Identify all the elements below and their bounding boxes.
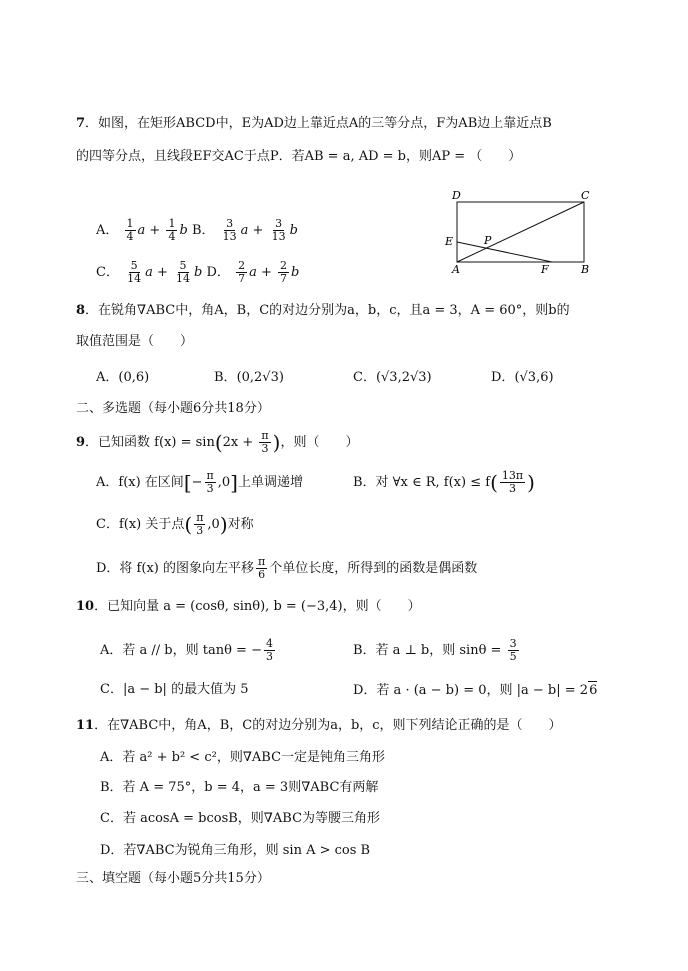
label-b: B — [581, 263, 590, 276]
q10-stem: 10．已知向量 a = (cosθ, sinθ), b = (−3,4)，则（ ） — [76, 599, 421, 614]
label-a: A — [452, 263, 460, 276]
q11-optA: A．若 a² + b² < c²，则∇ABC一定是钝角三角形 — [100, 750, 386, 765]
q9-stem: 9．已知函数 f(x) = sin(2x + $\frac{\pi}{3}$ )，则（ ） — [76, 429, 359, 455]
q8-optD: D．(√3,6) — [491, 370, 554, 385]
label-c: C — [581, 189, 590, 202]
q10-optC: C．|a − b| 的最大值为 5 — [100, 682, 249, 697]
fraction: $\frac{5}{14}$ — [127, 259, 142, 285]
rectangle-figure — [440, 188, 600, 278]
section-2-heading: 二、多选题（每小题6分共18分） — [76, 401, 270, 416]
q8-optA: A．(0,6) — [96, 370, 150, 385]
fraction: $\frac{4}{3}$ — [265, 637, 273, 663]
fraction: $\frac{3}{13}$ — [222, 217, 237, 243]
fraction: $\frac{13\pi}{3}$ — [501, 469, 524, 495]
fraction: $\frac{\pi}{3}$ — [261, 429, 269, 455]
q10-optB: B．若 a ⊥ b，则 sinθ = $\frac{3}{5}$ — [353, 637, 517, 663]
segment-ac — [457, 202, 584, 262]
q11-number: 11 — [76, 718, 95, 733]
q10-number: 10 — [76, 599, 95, 614]
q7-text-1: ．如图，在矩形ABCD中，E为AD边上靠近点A的三等分点，F为AB边上靠近点B — [85, 116, 552, 131]
q7-line2 — [76, 148, 521, 166]
fraction: $\frac{\pi}{3}$ — [196, 511, 204, 537]
q9-number: 9 — [76, 435, 86, 450]
q10-optD: D．若 a · (a − b) = 0，则 |a − b| = 26 — [353, 683, 598, 698]
q9-optA: A．f(x) 在区间[− $\frac{\pi}{3}$ ,0]上单调递增 — [96, 469, 303, 495]
q7-optD-label: D． — [206, 265, 230, 280]
fraction: $\frac{1}{4}$ — [126, 217, 134, 243]
q11-optB: B．若 A = 75°，b = 4，a = 3则∇ABC有两解 — [100, 780, 379, 795]
q7-number: 7 — [76, 116, 86, 131]
q9-optB: B．对 ∀x ∈ R, f(x) ≤ f( $\frac{13\pi}{3}$ ) — [353, 469, 535, 495]
q11-optC: C．若 acosA = bcosB，则∇ABC为等腰三角形 — [100, 811, 381, 826]
q8-options — [96, 369, 149, 387]
q8-text-2: 取值范围是（ ） — [76, 334, 194, 349]
fraction: $\frac{3}{13}$ — [271, 217, 286, 243]
q8-line2 — [76, 333, 193, 351]
q9-optC: C．f(x) 关于点( $\frac{\pi}{3}$ ,0)对称 — [96, 511, 254, 537]
label-f: F — [541, 263, 549, 276]
fraction: $\frac{5}{14}$ — [176, 259, 191, 285]
segment-ef — [457, 242, 552, 262]
fraction: $\frac{2}{7}$ — [238, 259, 246, 285]
q7-optA-label: A． — [96, 223, 119, 238]
q10-optA: A．若 a // b，则 tanθ = − $\frac{4}{3}$ — [100, 637, 273, 663]
label-e: E — [445, 235, 454, 248]
fraction: $\frac{1}{4}$ — [168, 217, 176, 243]
q7-optC-label: C． — [96, 265, 119, 280]
fraction: $\frac{\pi}{6}$ — [257, 555, 266, 581]
q11-stem: 11．在∇ABC中，角A，B，C的对边分别为a，b，c，则下列结论正确的是（ ） — [76, 718, 562, 733]
label-p: P — [484, 234, 492, 247]
fraction: $\frac{2}{7}$ — [280, 259, 288, 285]
q8-number: 8 — [76, 303, 86, 318]
section-3-heading: 三、填空题（每小题5分共15分） — [76, 871, 270, 886]
q8-optB: B．(0,2√3) — [214, 370, 284, 385]
q8-optC: C．(√3,2√3) — [353, 370, 432, 385]
q11-optD: D．若∇ABC为锐角三角形，则 sin A > cos B — [100, 843, 371, 858]
fraction: $\frac{\pi}{3}$ — [206, 469, 214, 495]
q9-optD: D．将 f(x) 的图象向左平移 $\frac{\pi}{6}$ 个单位长度，所得到的函数是偶函数 — [96, 555, 478, 581]
label-d: D — [452, 189, 461, 202]
q7-options-ab: A． $\frac{1}{4}$ a + $\frac{1}{4}$ b B． $\frac{3}{13}$ a + $\frac{3}{13}$ b — [96, 217, 298, 243]
sqrt-radicand: 6 — [589, 683, 598, 698]
q7-text-2: 的四等分点，且线段EF交AC于点P．若AB = a, AD = b，则AP = （ ） — [76, 149, 522, 164]
q8-text-1: ．在锐角∇ABC中，角A，B，C的对边分别为a，b，c，且a = 3，A = 60°，则b的 — [85, 303, 570, 318]
q7-optB-label: B． — [191, 223, 215, 238]
q8-line1 — [76, 302, 570, 320]
fraction: $\frac{3}{5}$ — [509, 637, 517, 663]
q7-options-cd: C． $\frac{5}{14}$ a + $\frac{5}{14}$ b D． $\frac{2}{7}$ a + $\frac{2}{7}$ b — [96, 259, 300, 285]
q7-line1 — [76, 115, 552, 133]
